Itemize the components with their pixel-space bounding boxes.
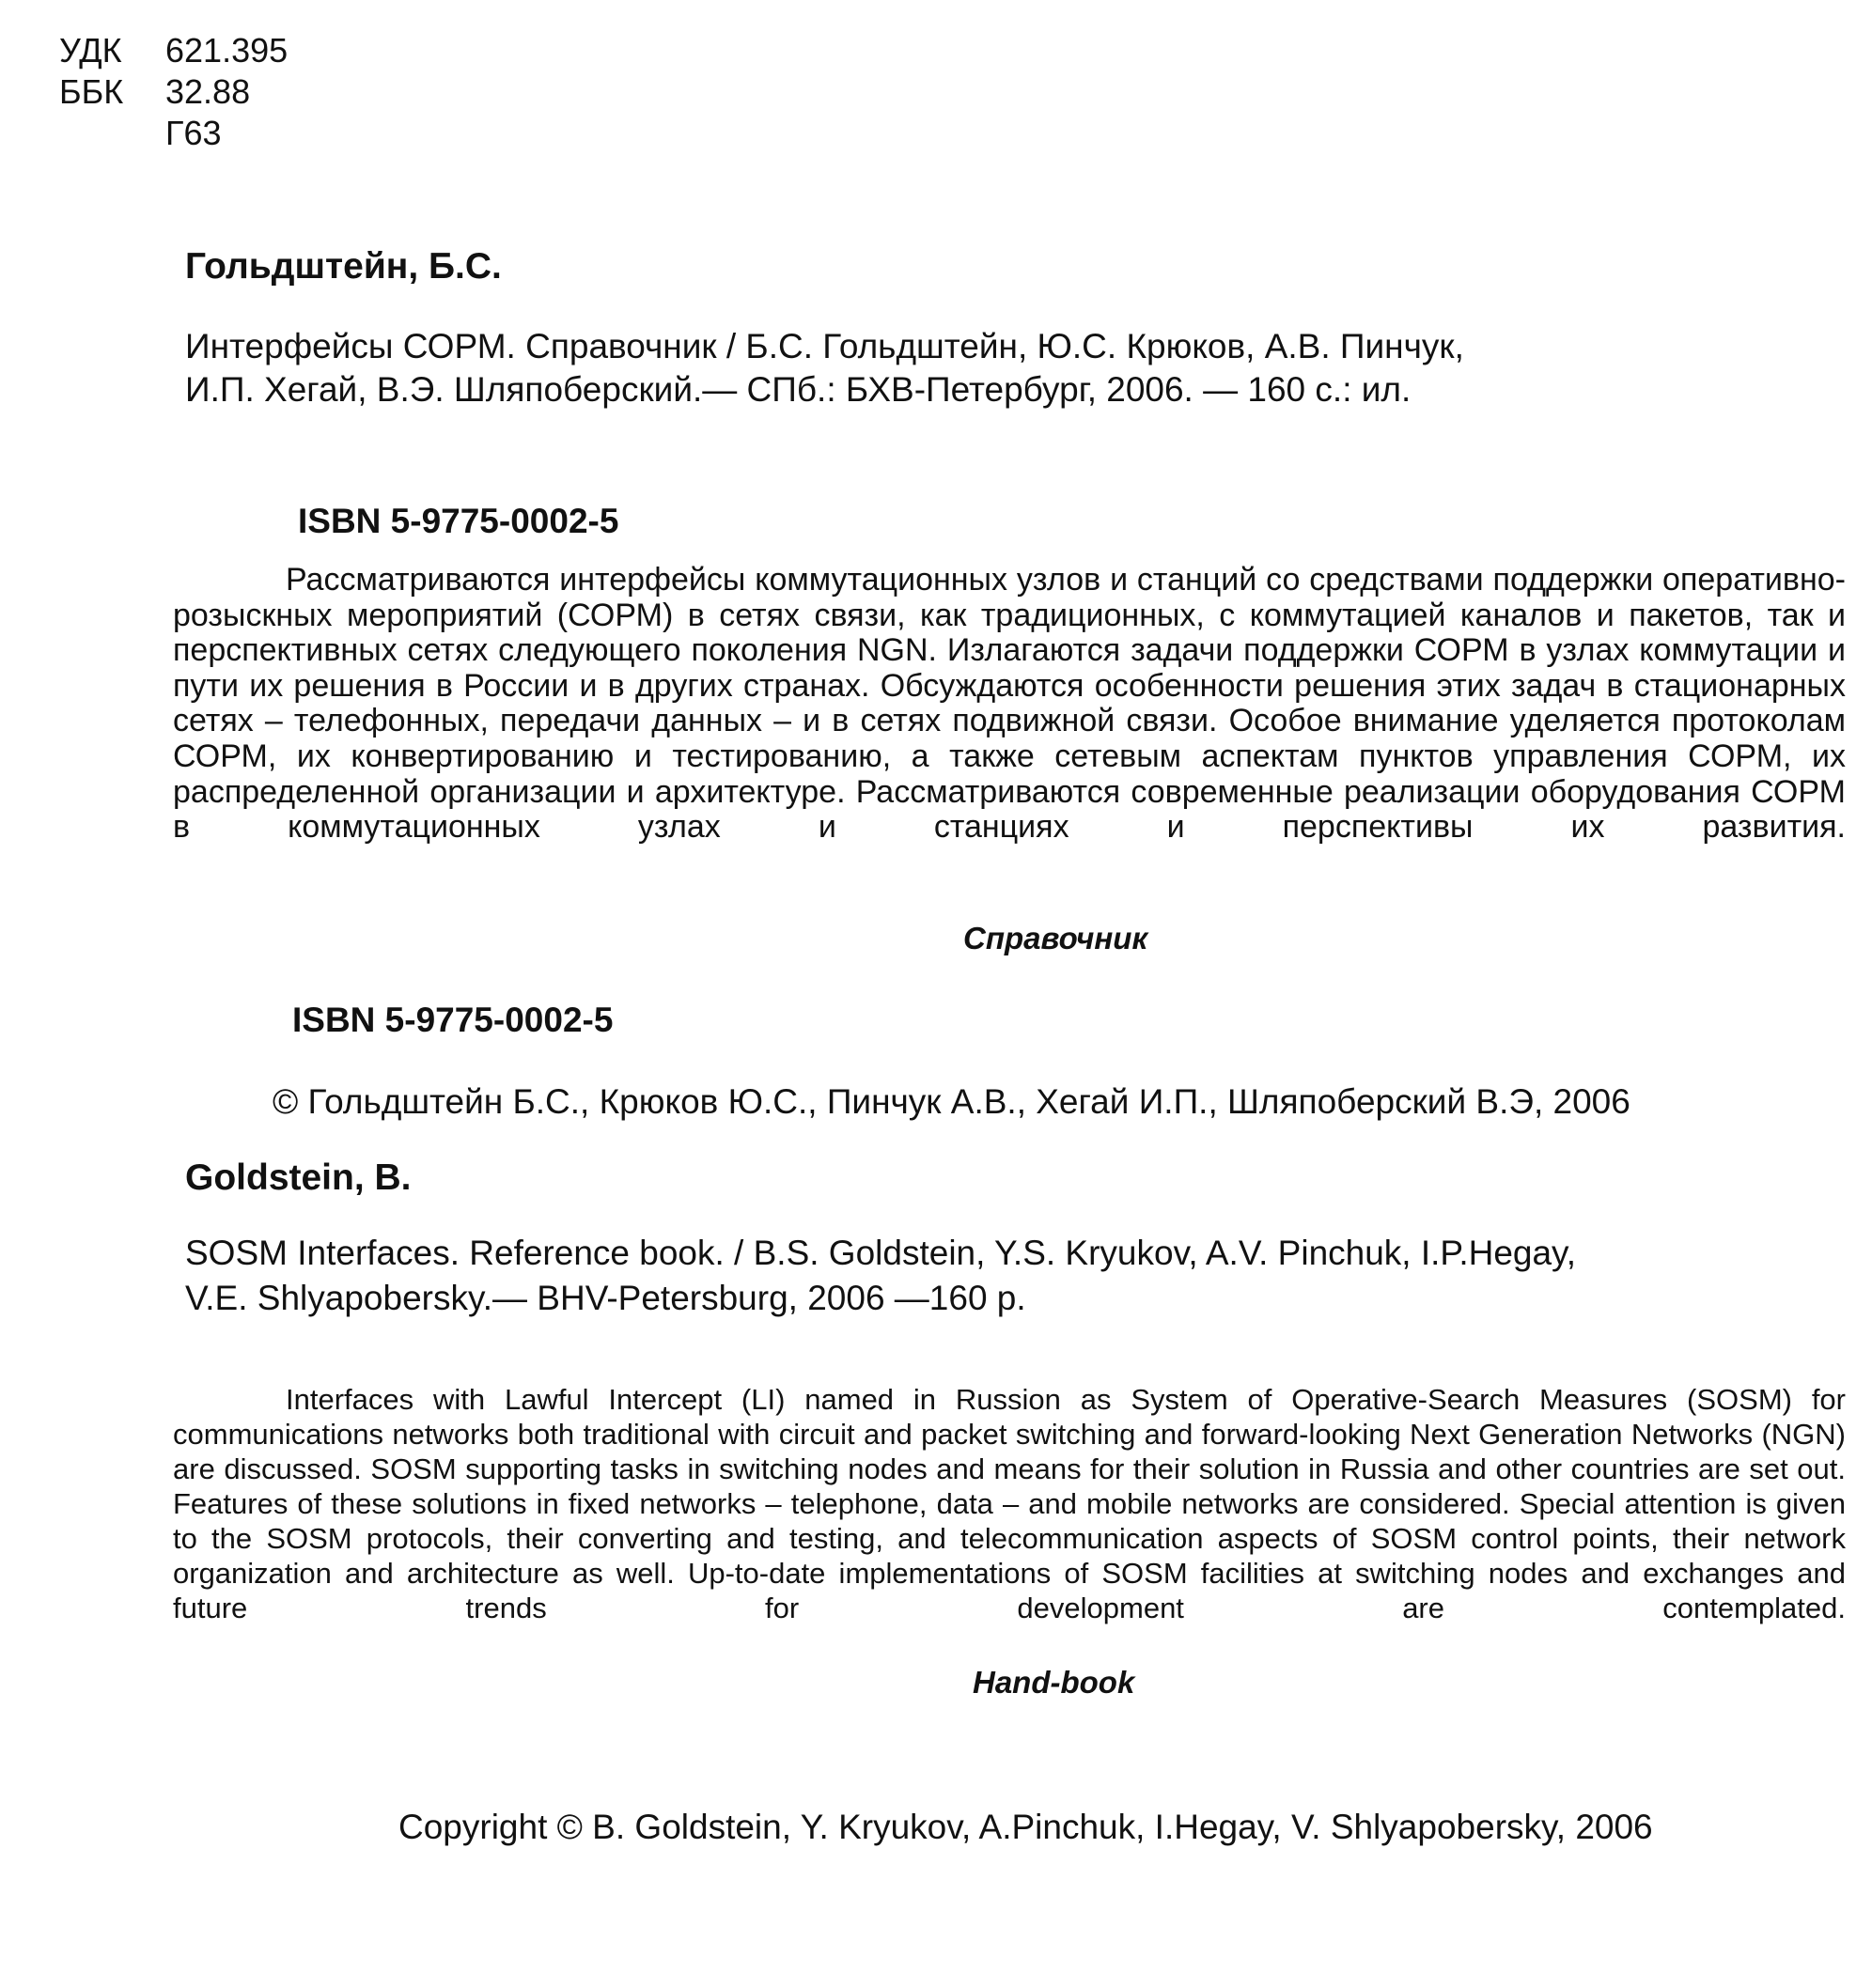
en-genre: Hand-book <box>973 1665 1135 1700</box>
udk-row <box>0 30 376 71</box>
udk-value: 621.395 <box>165 31 289 70</box>
ru-copyright: © Гольдштейн Б.С., Крюков Ю.С., Пинчук А.В., Хегай И.П., Шляпоберский В.Э, 2006 <box>273 1082 1630 1121</box>
author-mark-row <box>0 113 376 154</box>
en-author-heading: Goldstein, B. <box>185 1157 412 1198</box>
udk-label: УДК <box>59 31 122 70</box>
ru-abstract-text: Рассматриваются интерфейсы коммутационных узлов и станций со средствами поддержки оперативно-розыскных мероприятий (СОРМ) в сетях связи, как традиционных, с коммутацией каналов и пакетов, так и перспективных сетях следующего поколения NGN. Излагаются задачи поддержки СОРМ в узлах коммутации и пути их решения в России и в других странах. Обсуждаются особенности решения этих задач в стационарных сетях – телефонных, передачи данных – и в сетях подвижной связи. Особое внимание уделяется протоколам СОРМ, их конвертированию и тестированию, а также сетевым аспектам пунктов управления СОРМ, их распределенной организации и архитектуре. Рассматриваются современные реализации оборудования СОРМ в коммутационных узлах и станциях и перспективы их развития. <box>173 562 1846 846</box>
ru-citation-line-2: И.П. Хегай, В.Э. Шляпоберский.— СПб.: БХВ-Петербург, 2006. — 160 с.: ил. <box>185 370 1412 409</box>
bbk-value: 32.88 <box>165 72 251 111</box>
ru-genre: Справочник <box>963 921 1148 955</box>
en-citation-line-2: V.E. Shlyapobersky.— BHV-Petersburg, 2006 —160 p. <box>185 1279 1026 1317</box>
ru-isbn-repeat: ISBN 5-9775-0002-5 <box>292 1001 614 1039</box>
ru-abstract <box>173 563 1846 846</box>
en-citation-line-1: SOSM Interfaces. Reference book. / B.S. Goldstein, Y.S. Kryukov, A.V. Pinchuk, I.P.Hegay, <box>185 1234 1577 1272</box>
en-abstract-text: Interfaces with Lawful Intercept (LI) named in Russion as System of Operative-Search Measures (SOSM) for communications networks both traditional with circuit and packet switching and forward-looking Next Generation Networks (NGN) are discussed. SOSM supporting tasks in switching nodes and means for their solution in Russia and other countries are set out. Features of these solutions in fixed networks – telephone, data – and mobile networks are considered. Special attention is given to the SOSM protocols, their converting and testing, and telecommunication aspects of SOSM control points, their network organization and architecture as well. Up-to-date implementations of SOSM facilities at switching nodes and exchanges and future trends for development are contemplated. <box>173 1383 1846 1624</box>
bbk-row <box>0 71 376 113</box>
ru-author-heading: Гольдштейн, Б.С. <box>185 246 502 287</box>
en-abstract <box>173 1382 1846 1625</box>
ru-citation-line-1: Интерфейсы СОРМ. Справочник / Б.С. Гольдштейн, Ю.С. Крюков, А.В. Пинчук, <box>185 327 1464 365</box>
bbk-label: ББК <box>59 72 124 111</box>
ru-isbn: ISBN 5-9775-0002-5 <box>298 502 619 540</box>
author-mark: Г63 <box>165 114 222 152</box>
en-copyright: Copyright © B. Goldstein, Y. Kryukov, A.Pinchuk, I.Hegay, V. Shlyapobersky, 2006 <box>398 1808 1653 1846</box>
